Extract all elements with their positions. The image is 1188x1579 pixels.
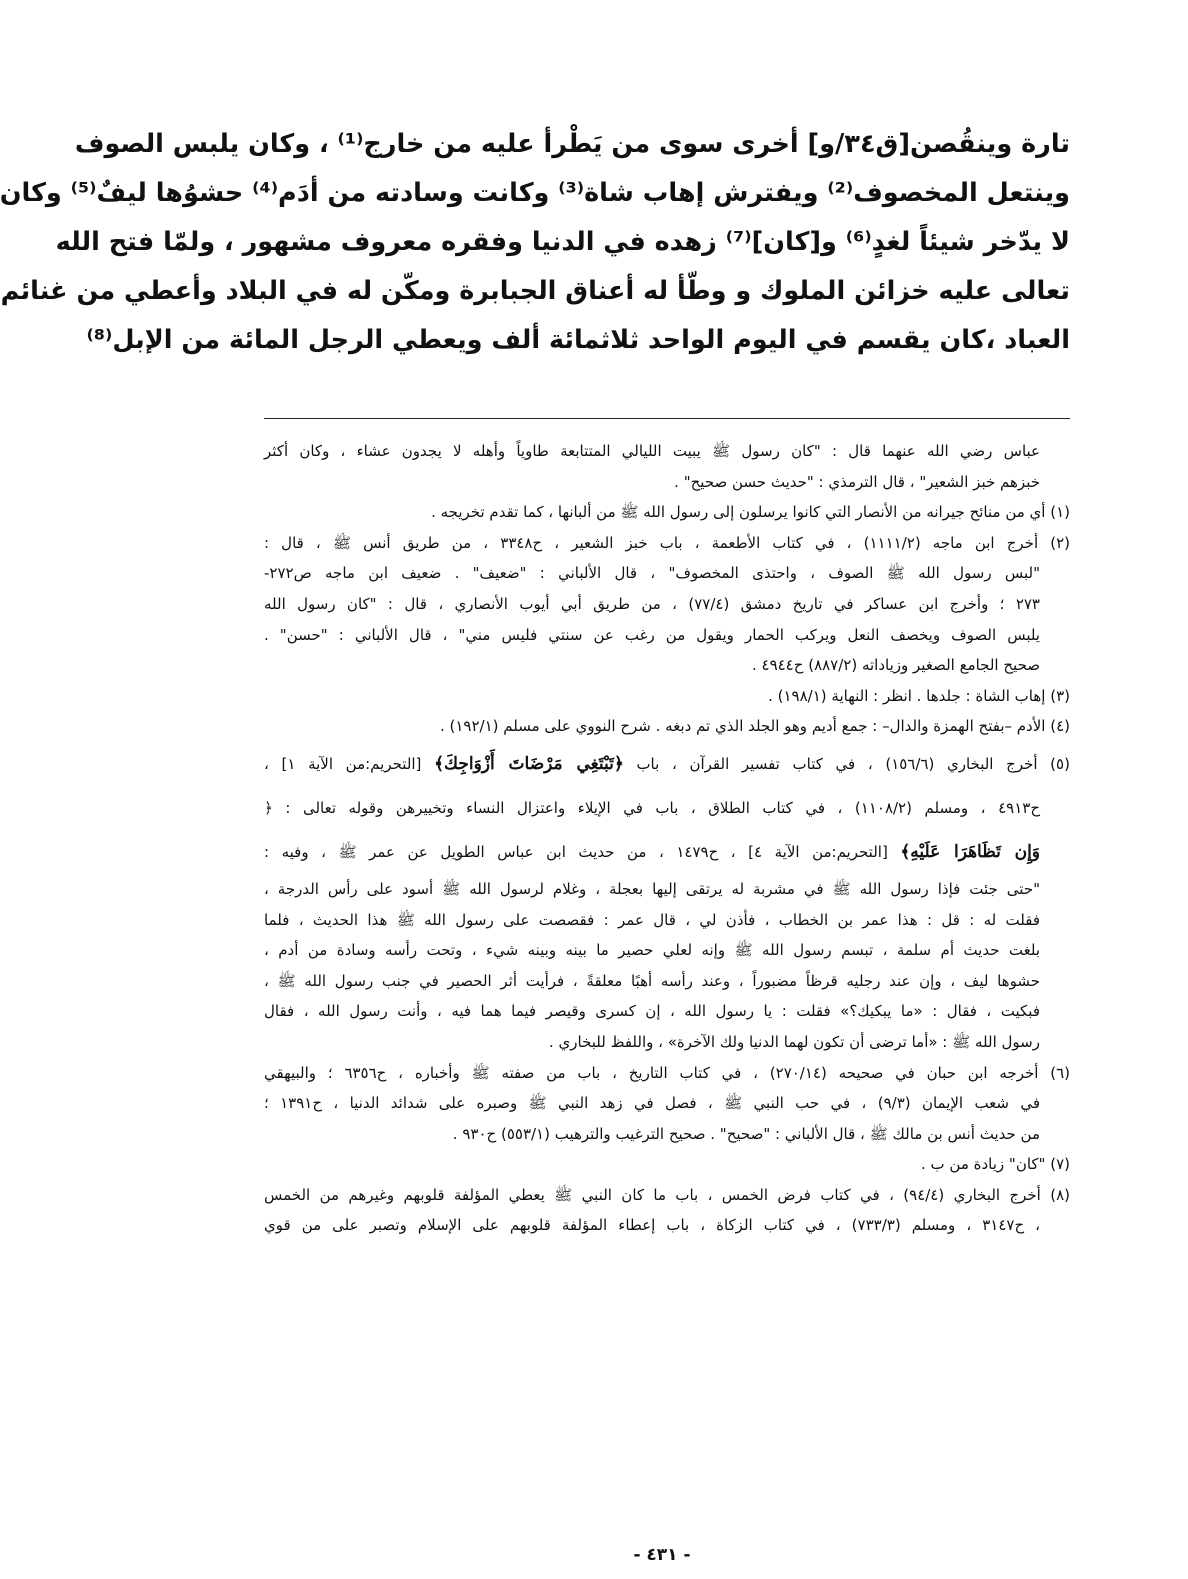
footnote-3: (٣) إهاب الشاة : جلدها . انظر : النهاية (١٩٨/١) . <box>768 686 1070 705</box>
footnotes <box>264 436 1070 1241</box>
footnote-5-line <box>264 830 1070 874</box>
footnote-8-line: ، ح٣١٤٧ ، ومسلم (٧٣٣/٣) ، في كتاب الزكاة ، باب إعطاء المؤلفة قلوبهم على الإسلام وتصبر على من قوي <box>264 1216 1040 1235</box>
page-number: - ٤٣١ - <box>633 1545 691 1565</box>
footnote-6-line: في شعب الإيمان (٩/٣) ، في حب النبي ﷺ ، فصل في زهد النبي ﷺ وصبره على شدائد الدنيا ، ح١٣٩١ ؛ <box>264 1094 1040 1113</box>
footnote-5-line: ح٤٩١٣ ، ومسلم (١١٠٨/٢) ، في كتاب الطلاق ، باب في الإيلاء واعتزال النساء وتخييرهن وقوله تعالى : ﴿ <box>264 798 1040 817</box>
footnote-8-line: (٨) أخرج البخاري (٩٤/٤) ، في كتاب فرض الخمس ، باب ما كان النبي ﷺ يعطي المؤلفة قلوبهم وغيرهم من الخمس <box>264 1185 1070 1204</box>
footnote-2-line: صحيح الجامع الصغير وزياداته (٨٨٧/٢) ح٤٩٤٤ . <box>751 656 1040 675</box>
main-text <box>0 120 1070 365</box>
footnote-separator <box>264 418 1070 419</box>
footnote-5-line: "حتى جئت فإذا رسول الله ﷺ في مشربة له يرتقى إليها بعجلة ، وغلام لرسول الله ﷺ أسود على رأس الدرجة ، <box>264 879 1040 898</box>
footnote-2-line: يلبس الصوف ويخصف النعل ويركب الحمار ويقول من رغب عن سنتي فليس مني" ، قال الألباني : "حسن" . <box>264 625 1040 644</box>
footnote-5-line: فقلت له : قل : هذا عمر بن الخطاب ، فأذن لي ، قال عمر : فقصصت على رسول الله ﷺ هذا الحديث ، فلما <box>264 910 1040 929</box>
footnote-4: (٤) الأدم –بفتح الهمزة والدال– : جمع أديم وهو الجلد الذي تم دبغه . شرح النووي على مسلم (١٩٢/١) . <box>439 717 1070 736</box>
footnote-6-line: (٦) أخرجه ابن حبان في صحيحه (٢٧٠/١٤) ، في كتاب التاريخ ، باب من صفته ﷺ وأخباره ، ح٦٣٥٦ ؛ والبيهقي <box>264 1063 1070 1082</box>
footnote-continuation-line: خبزهم خبز الشعير" ، قال الترمذي : "حديث حسن صحيح" . <box>674 472 1040 491</box>
main-text-line: تارة وينقُصن[ق٣٤/و] أخرى سوى من يَطْرأ عليه من خارج⁽¹⁾ ، وكان يلبس الصوف <box>74 129 1070 159</box>
main-text-line: لا يدّخر شيئاً لغدٍ⁽⁶⁾ و[كان]⁽⁷⁾ زهده في الدنيا وفقره معروف مشهور ، ولمّا فتح الله <box>55 227 1070 257</box>
main-text-line: وينتعل المخصوف⁽²⁾ ويفترش إهاب شاة⁽³⁾ وكانت وسادته من أدَم⁽⁴⁾ حشوُها ليفٌ⁽⁵⁾ وكان <box>0 178 1070 208</box>
footnote-continuation-line: عباس رضي الله عنهما قال : "كان رسول ﷺ يبيت الليالي المتتابعة طاوياً وأهله لا يجدون عشاء ، وكان أكثر <box>264 442 1040 460</box>
main-text-line: تعالى عليه خزائن الملوك و وطّأ له أعناق الجبابرة ومكّن له في البلاد وأعطي من غنائم <box>0 276 1070 306</box>
footnote-2-line: "لبس رسول الله ﷺ الصوف ، واحتذى المخصوف" ، قال الألباني : "ضعيف" . ضعيف ابن ماجه ص٢٧٢- <box>264 564 1040 583</box>
footnote-5-quran-verse: وَإِن تَظَاهَرَا عَلَيْهِ﴾ <box>900 841 1041 862</box>
footnote-5-line: حشوها ليف ، وإن عند رجليه قرظاً مضبوراً ، وعند رأسه أهبًا معلقةً ، فرأيت أثر الحصير في جنب رسول الله ﷺ ، <box>264 971 1040 990</box>
footnote-7: (٧) "كان" زيادة من ب . <box>920 1155 1070 1174</box>
footnote-2-line: (٢) أخرج ابن ماجه (١١١١/٢) ، في كتاب الأطعمة ، باب خبز الشعير ، ح٣٣٤٨ ، من طريق أنس ﷺ ، قال : <box>264 533 1071 552</box>
footnote-5-line <box>264 742 1070 786</box>
footnote-5-quran-verse: ﴿تَبْتَغِي مَرْضَاتَ أَزْوَاجِكَ﴾ <box>434 753 624 774</box>
footnote-6-line: من حديث أنس بن مالك ﷺ ، قال الألباني : "صحيح" . صحيح الترغيب والترهيب (٥٥٣/١) ح٩٣٠ . <box>452 1124 1040 1143</box>
main-text-line: العباد ،كان يقسم في اليوم الواحد ثلاثمائة ألف ويعطي الرجل المائة من الإبل⁽⁸⁾ <box>86 325 1070 355</box>
footnote-5-line: رسول الله ﷺ : «أما ترضى أن تكون لهما الدنيا ولك الآخرة» ، واللفظ للبخاري . <box>548 1032 1040 1051</box>
footnote-5-text: (٥) أخرج البخاري (١٥٦/٦) ، في كتاب تفسير القرآن ، باب <box>636 754 1070 773</box>
footnote-5-line: فبكيت ، فقال : «ما يبكيك؟» فقلت : يا رسول الله ، إن كسرى وقيصر فيما هما فيه ، وأنت رسول الله ، فقال <box>264 1002 1040 1021</box>
footnote-5-text: [التحريم:من الآية ٤] ، ح١٤٧٩ ، من حديث ابن عباس الطويل عن عمر ﷺ ، وفيه : <box>264 842 888 861</box>
footnote-1: (١) أي من منائح جيرانه من الأنصار التي كانوا يرسلون إلى رسول الله ﷺ من ألبانها ، كما تقدم تخريجه . <box>431 503 1070 522</box>
footnote-5-text: [التحريم:من الآية ١] ، <box>264 754 422 773</box>
footnote-5-line: بلغت حديث أم سلمة ، تبسم رسول الله ﷺ وإنه لعلي حصير ما بينه وبينه شيء ، وتحت رأسه وسادة من أدم ، <box>264 941 1040 960</box>
footnote-2-line: ٢٧٣ ؛ وأخرج ابن عساكر في تاريخ دمشق (٧٧/٤) ، من طريق أبي أيوب الأنصاري ، قال : "كان رسول الله <box>264 594 1040 613</box>
